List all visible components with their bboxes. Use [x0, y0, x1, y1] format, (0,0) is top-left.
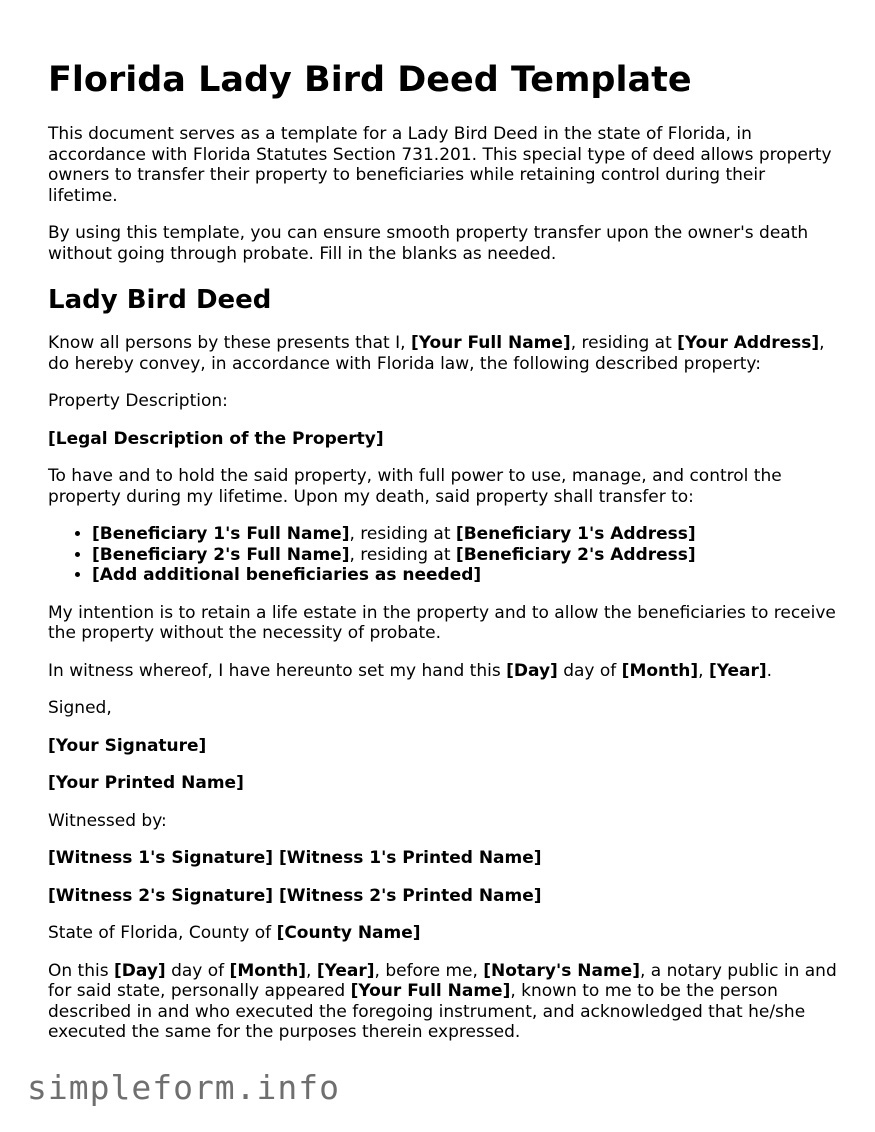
notary-text-1: On this — [48, 960, 114, 981]
conveyance-text-2: , residing at — [570, 333, 678, 353]
beneficiary-address-placeholder: [Beneficiary 1's Address] — [455, 524, 696, 544]
page-title: Florida Lady Bird Deed Template — [48, 60, 692, 100]
intro-paragraph-2: By using this template, you can ensure smooth property transfer upon the owner's death without going through probate. Fill in the blanks as needed. — [48, 223, 809, 264]
intro-paragraph-1: This document serves as a template for a Lady Bird Deed in the state of Florida, in accordance with Florida Statutes Section 731.201. This special type of deed allows property owners to transfer their property to beneficiaries while retaining control during their lifetime. — [48, 124, 832, 206]
notary-name-placeholder: [Notary's Name] — [483, 960, 640, 981]
beneficiary-name-placeholder: [Beneficiary 2's Full Name] — [92, 544, 350, 565]
watermark: simpleform.info — [27, 1068, 341, 1107]
document-page — [48, 58, 838, 1060]
notary-full-name-placeholder: [Your Full Name] — [350, 981, 511, 1001]
witness-clause-text-4: . — [766, 660, 773, 681]
beneficiary-name-placeholder: [Beneficiary 1's Full Name] — [92, 524, 350, 544]
intention-paragraph: My intention is to retain a life estate in the property and to allow the beneficiaries to receive the property without the necessity of probate. — [48, 602, 836, 643]
notary-text-5: , a notary public in and for said state, personally appeared — [48, 960, 837, 1001]
county-line-text: State of Florida, County of — [48, 923, 277, 943]
notary-year-placeholder: [Year] — [316, 960, 375, 981]
signed-label: Signed, — [48, 698, 112, 718]
conveyance-paragraph — [48, 333, 838, 374]
witness-clause-text-2: day of — [557, 660, 622, 681]
witness-1-text: [Witness 1's Signature] [Witness 1's Printed Name] — [48, 848, 542, 868]
notary-month-placeholder: [Month] — [229, 960, 307, 981]
witness-clause-text-3: , — [698, 660, 709, 681]
year-placeholder: [Year] — [708, 660, 767, 681]
month-placeholder: [Month] — [621, 660, 699, 681]
habendum-paragraph: To have and to hold the said property, with full power to use, manage, and control the property during my lifetime. Upon my death, said property shall transfer to: — [48, 466, 782, 507]
county-name-placeholder: [County Name] — [276, 923, 421, 943]
witnessed-by-label: Witnessed by: — [48, 810, 167, 831]
notary-text-3: , — [306, 960, 317, 981]
beneficiary-list — [48, 524, 838, 586]
conveyance-text-1: Know all persons by these presents that I, — [48, 333, 411, 353]
day-placeholder: [Day] — [506, 660, 558, 681]
county-line — [48, 923, 838, 944]
beneficiary-item-additional — [92, 565, 838, 586]
notary-day-placeholder: [Day] — [113, 960, 166, 981]
beneficiary-item — [92, 524, 838, 545]
notary-paragraph — [48, 961, 838, 1043]
section-heading: Lady Bird Deed — [48, 285, 272, 315]
beneficiary-connector: , residing at — [349, 524, 456, 544]
additional-beneficiaries-placeholder: [Add additional beneficiaries as needed] — [92, 565, 482, 585]
beneficiary-connector: , residing at — [349, 544, 456, 565]
legal-description-text: [Legal Description of the Property] — [48, 428, 384, 449]
beneficiary-address-placeholder: [Beneficiary 2's Address] — [455, 544, 696, 565]
witness-2-line — [48, 886, 838, 907]
your-printed-name-placeholder — [48, 773, 838, 794]
beneficiary-item — [92, 545, 838, 566]
grantor-address-placeholder: [Your Address] — [677, 333, 820, 353]
grantor-name-placeholder: [Your Full Name] — [410, 333, 571, 353]
notary-text-2: day of — [165, 960, 230, 981]
notary-text-4: , before me, — [374, 960, 484, 981]
your-signature-placeholder — [48, 736, 838, 757]
notary-text-6: , known to me to be the person described in and who executed the foregoing instrument, and acknowledged that he/she executed the same for the purposes therein expressed. — [48, 981, 806, 1042]
your-signature-text: [Your Signature] — [48, 735, 207, 756]
property-description-label: Property Description: — [48, 391, 228, 411]
legal-description-placeholder — [48, 429, 838, 450]
witness-1-line — [48, 848, 838, 869]
your-printed-name-text: [Your Printed Name] — [48, 773, 244, 793]
witness-clause-text-1: In witness whereof, I have hereunto set my hand this — [48, 660, 507, 681]
witness-clause — [48, 661, 838, 682]
conveyance-text-3: , do hereby convey, in accordance with Florida law, the following described property: — [48, 333, 825, 374]
witness-2-text: [Witness 2's Signature] [Witness 2's Printed Name] — [48, 885, 542, 906]
